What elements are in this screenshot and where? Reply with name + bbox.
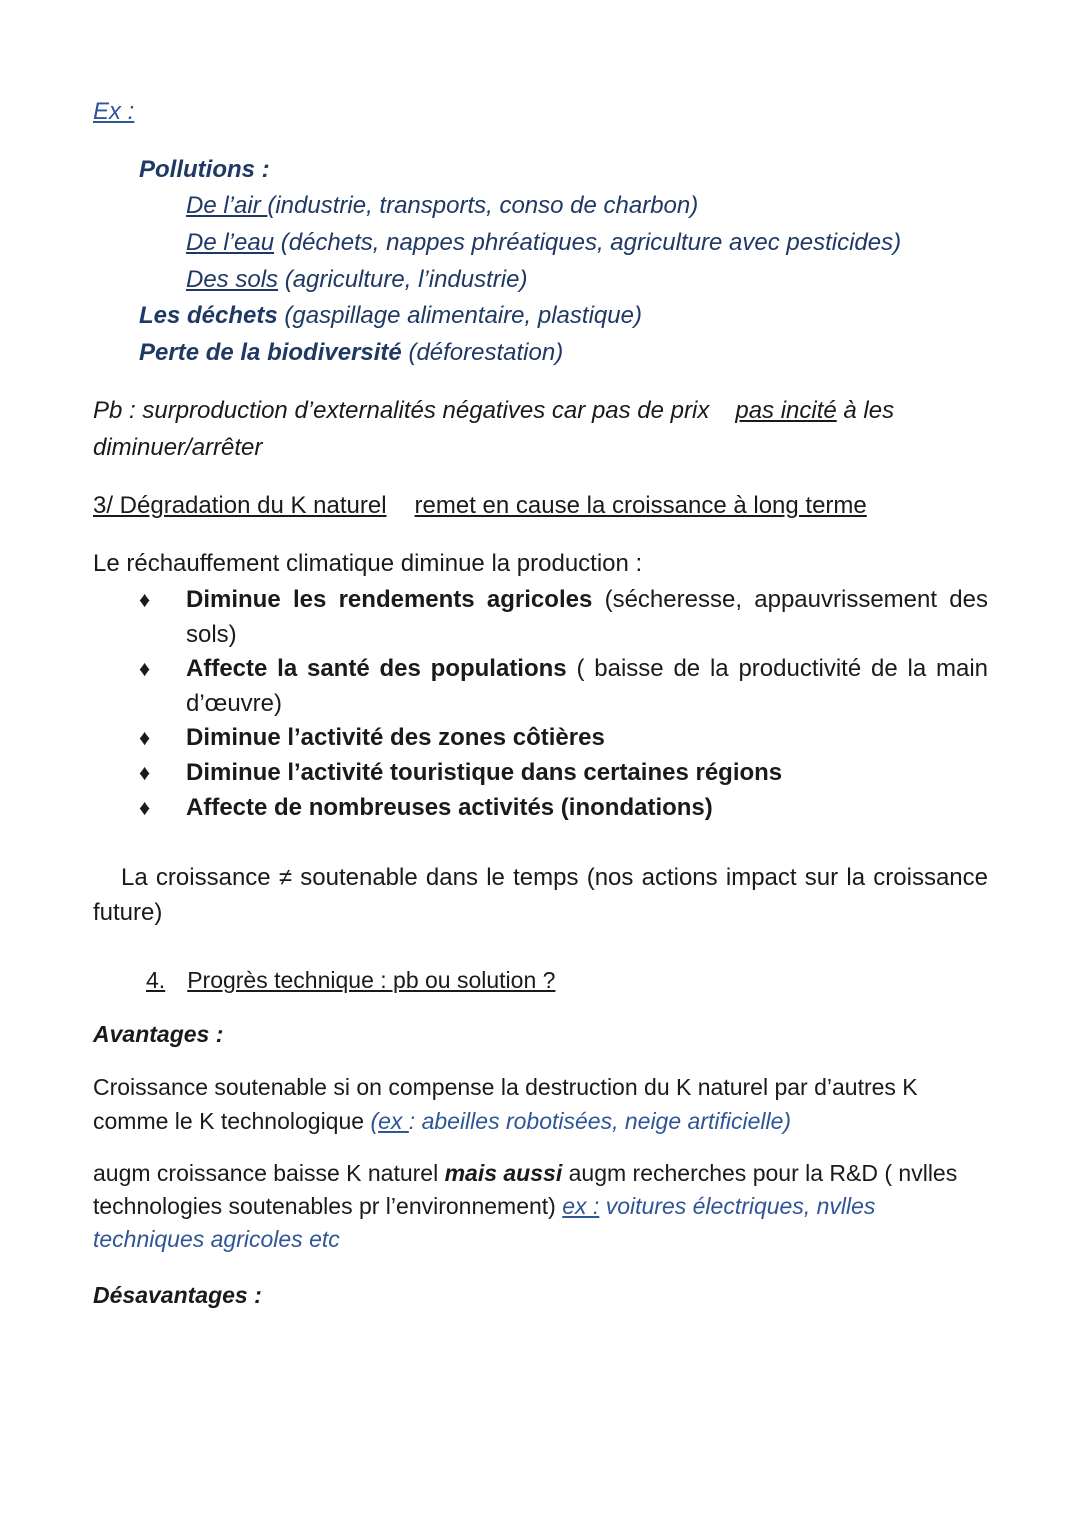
pollution-sols (186, 262, 527, 298)
diamond-bullet-icon: ♦ (139, 656, 151, 681)
p1-text: comme le K technologique (93, 1108, 371, 1134)
pollution-eau (186, 225, 901, 261)
p2-text-a: augm croissance baisse K naturel (93, 1160, 445, 1186)
p2-text-c: technologies soutenables pr l’environnement) (93, 1193, 563, 1219)
section-4-number: 4. (146, 967, 166, 993)
p1-ex-text: : abeilles robotisées, neige artificielle) (408, 1108, 792, 1134)
p1-ex-paren: ( (370, 1108, 379, 1134)
avantages-heading: Avantages : (93, 1021, 224, 1047)
pb-underlined: pas incité (735, 397, 837, 424)
rechauffement-intro: Le réchauffement climatique diminue la production : (93, 550, 643, 577)
section-3-title-b: remet en cause la croissance à long terme (414, 492, 867, 519)
avantages-p2-line3: techniques agricoles etc (93, 1226, 340, 1252)
diamond-bullet-icon: ♦ (139, 587, 151, 612)
bullet-item-cotieres: Diminue l’activité des zones côtières (186, 724, 605, 751)
dechets-line (139, 298, 642, 334)
pb-line-1 (93, 393, 894, 429)
bullet-bold: Diminue les rendements agricoles (186, 586, 593, 613)
pollution-air (186, 188, 698, 224)
sols-label: Des sols (186, 266, 279, 293)
p2-ex-text: voitures électriques, nvlles (599, 1193, 876, 1219)
diamond-bullet-icon: ♦ (139, 795, 151, 820)
air-label: De l’air (186, 192, 268, 219)
eau-text: (déchets, nappes phréatiques, agriculture avec pesticides) (274, 229, 902, 256)
avantages-p2-line2 (93, 1190, 875, 1223)
pb-line-2: diminuer/arrêter (93, 434, 263, 461)
bullet-item-rendements (186, 582, 988, 652)
section-3-title-a: 3/ Dégradation du K naturel (93, 492, 387, 519)
section-4-text: Progrès technique : pb ou solution ? (187, 967, 556, 993)
diamond-bullet-icon: ♦ (139, 760, 151, 785)
air-text: (industrie, transports, conso de charbon) (267, 192, 699, 219)
avantages-p1-line2 (93, 1104, 791, 1138)
pollutions-heading: Pollutions : (139, 156, 270, 183)
biodiv-label: Perte de la biodiversité (139, 339, 402, 366)
p2-mais-aussi: mais aussi (444, 1160, 563, 1186)
avantages-p2-line1 (93, 1157, 957, 1190)
bullet-item-touristique: Diminue l’activité touristique dans certaines régions (186, 759, 783, 786)
croissance-paragraph: La croissance ≠ soutenable dans le temps (nos actions impact sur la croissance future) (93, 864, 988, 926)
p1-ex-label: ex (378, 1108, 409, 1134)
avantages-p1-line1: Croissance soutenable si on compense la destruction du K naturel par d’autres K (93, 1074, 918, 1100)
bullet-bold: Affecte la santé des populations (186, 655, 567, 682)
section-4-title (146, 962, 555, 998)
bullet-text: ( baisse de la productivité de la main d’œuvre) (186, 655, 989, 717)
bullet-item-inondations: Affecte de nombreuses activités (inondations) (186, 794, 713, 821)
pb-text: Pb : surproduction d’externalités négatives car pas de prix (93, 397, 710, 424)
section-3-title (93, 488, 867, 524)
p2-ex-label: ex : (562, 1193, 600, 1219)
p2-text-b: augm recherches pour la R&D ( nvlles (562, 1160, 958, 1186)
dechets-text: (gaspillage alimentaire, plastique) (277, 302, 642, 329)
sols-text: (agriculture, l’industrie) (278, 266, 528, 293)
bullet-text: (sécheresse, appauvrissement des sols) (186, 586, 988, 648)
biodiversite-line (139, 335, 563, 371)
eau-label: De l’eau (186, 229, 275, 256)
dechets-label: Les déchets (139, 302, 278, 329)
desavantages-heading: Désavantages : (93, 1282, 262, 1308)
bullet-item-sante (186, 651, 988, 721)
diamond-bullet-icon: ♦ (139, 725, 151, 750)
ex-label: Ex : (93, 98, 135, 125)
pb-text-end: à les (836, 397, 895, 424)
biodiv-text: (déforestation) (401, 339, 564, 366)
